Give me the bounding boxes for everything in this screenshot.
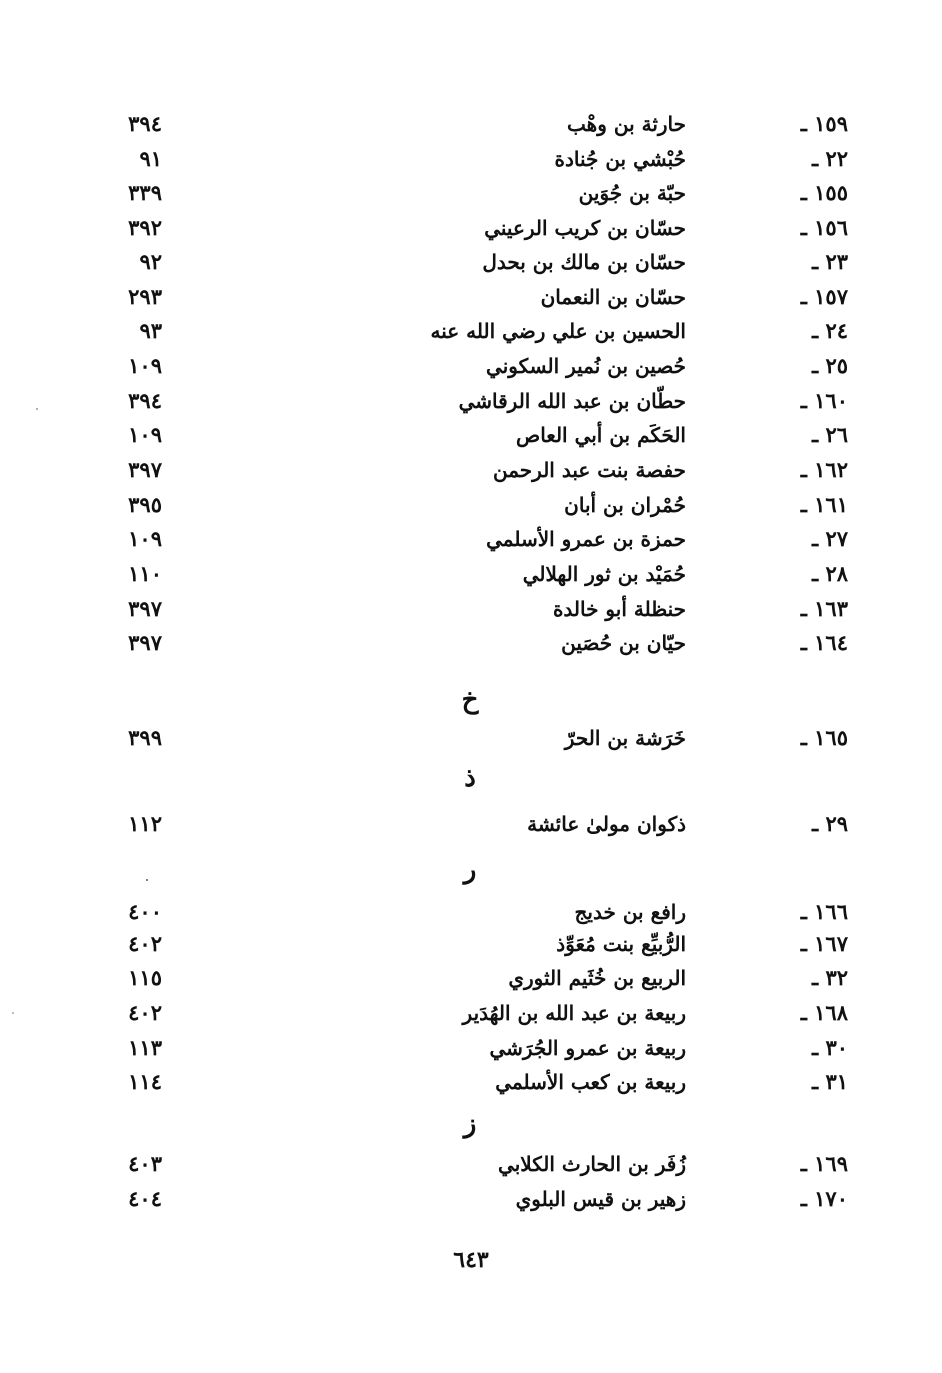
index-entry xyxy=(0,558,942,590)
entry-page: ٩٢ xyxy=(139,249,162,274)
entry-number: ١٦٤ ـ xyxy=(800,630,848,655)
entry-number: ١٥٦ ـ xyxy=(800,215,848,240)
entry-number: ٢٢ ـ xyxy=(811,146,848,171)
entry-name: زُفَر بن الحارث الكلابي xyxy=(498,1152,686,1176)
entry-page: ٤٠٤ xyxy=(128,1186,162,1211)
index-entry xyxy=(0,1066,942,1098)
entry-page: ٩٣ xyxy=(139,318,162,343)
entry-page: ١٠٩ xyxy=(128,526,162,551)
entry-name: حنظلة أبو خالدة xyxy=(552,597,686,621)
index-entry xyxy=(0,212,942,244)
index-entry xyxy=(0,627,942,659)
index-entry xyxy=(0,1032,942,1064)
entry-name: حسّان بن كريب الرعيني xyxy=(484,216,686,240)
entry-name: الربيع بن خُثَيم الثوري xyxy=(508,966,686,990)
entry-name: ربيعة بن عمرو الجُرَشي xyxy=(489,1036,686,1060)
section-letter: ذ xyxy=(464,763,476,793)
entry-number: ٢٨ ـ xyxy=(811,561,848,586)
entry-page: ١١٠ xyxy=(128,561,162,586)
index-entry xyxy=(0,962,942,994)
entry-name: خَرَشة بن الحرّ xyxy=(564,726,686,750)
entry-page: ٤٠٢ xyxy=(128,931,162,956)
scan-speck xyxy=(12,1012,14,1014)
index-entry xyxy=(0,108,942,140)
scan-speck xyxy=(146,879,148,881)
entry-page: ٣٩٢ xyxy=(128,215,162,240)
entry-name: ربيعة بن كعب الأسلمي xyxy=(495,1070,686,1094)
entry-number: ١٥٥ ـ xyxy=(800,180,848,205)
index-entry xyxy=(0,281,942,313)
entry-page: ٣٩٤ xyxy=(128,111,162,136)
entry-page: ٣٩٧ xyxy=(128,596,162,621)
entry-name: حمزة بن عمرو الأسلمي xyxy=(486,527,686,551)
entry-name: حسّان بن النعمان xyxy=(540,285,686,309)
index-entry xyxy=(0,177,942,209)
entry-number: ٢٧ ـ xyxy=(811,526,848,551)
entry-name: زهير بن قيس البلوي xyxy=(515,1187,686,1211)
entry-page: ٩١ xyxy=(139,146,162,171)
entry-number: ١٦١ ـ xyxy=(800,492,848,517)
index-entry xyxy=(0,997,942,1029)
entry-page: ٢٩٣ xyxy=(128,284,162,309)
entry-number: ١٦٠ ـ xyxy=(800,388,848,413)
entry-page: ١١٥ xyxy=(128,965,162,990)
entry-page: ٣٩٧ xyxy=(128,630,162,655)
entry-name: ربيعة بن عبد الله بن الهُدَير xyxy=(462,1001,686,1025)
entry-number: ٢٤ ـ xyxy=(811,318,848,343)
entry-name: حُمَيْد بن ثور الهلالي xyxy=(522,562,686,586)
entry-page: ٣٩٤ xyxy=(128,388,162,413)
entry-number: ١٦٢ ـ xyxy=(800,457,848,482)
index-entry xyxy=(0,896,942,928)
entry-number: ١٥٧ ـ xyxy=(800,284,848,309)
index-entry xyxy=(0,722,942,754)
entry-number: ٢٩ ـ xyxy=(811,811,848,836)
index-entry xyxy=(0,523,942,555)
entry-number: ١٧٠ ـ xyxy=(800,1186,848,1211)
page-number: ٦٤٣ xyxy=(453,1247,489,1273)
entry-page: ١١٤ xyxy=(128,1069,162,1094)
entry-name: حطّان بن عبد الله الرقاشي xyxy=(458,389,686,413)
index-entry xyxy=(0,593,942,625)
index-entry xyxy=(0,246,942,278)
entry-number: ٣١ ـ xyxy=(811,1069,848,1094)
entry-page: ١٠٩ xyxy=(128,353,162,378)
entry-page: ٤٠٠ xyxy=(128,899,162,924)
entry-page: ٣٩٧ xyxy=(128,457,162,482)
entry-name: الرُّبيِّع بنت مُعَوِّذ xyxy=(556,932,686,956)
entry-number: ٢٣ ـ xyxy=(811,249,848,274)
entry-page: ٤٠٢ xyxy=(128,1000,162,1025)
entry-name: حسّان بن مالك بن بحدل xyxy=(482,250,686,274)
index-entry xyxy=(0,808,942,840)
entry-page: ١١٢ xyxy=(128,811,162,836)
entry-page: ٤٠٣ xyxy=(128,1151,162,1176)
entry-name: حيّان بن حُصَين xyxy=(561,631,686,655)
index-entry xyxy=(0,1148,942,1180)
entry-number: ٢٦ ـ xyxy=(811,422,848,447)
entry-page: ١١٣ xyxy=(128,1035,162,1060)
entry-number: ١٦٨ ـ xyxy=(800,1000,848,1025)
entry-name: الحسين بن علي رضي الله عنه xyxy=(430,319,686,343)
entry-page: ٣٣٩ xyxy=(128,180,162,205)
entry-name: الحَكَم بن أبي العاص xyxy=(516,423,686,447)
entry-name: رافع بن خديج xyxy=(574,900,686,924)
section-letter: ز xyxy=(463,1109,477,1139)
entry-number: ٢٥ ـ xyxy=(811,353,848,378)
index-entry xyxy=(0,385,942,417)
entry-name: ذكوان مولىٰ عائشة xyxy=(527,812,686,836)
entry-number: ١٦٣ ـ xyxy=(800,596,848,621)
entry-name: حبّة بن جُوَين xyxy=(578,181,686,205)
entry-page: ٣٩٥ xyxy=(128,492,162,517)
index-entry xyxy=(0,454,942,486)
entry-page: ٣٩٩ xyxy=(128,725,162,750)
entry-number: ٣٢ ـ xyxy=(811,965,848,990)
entry-name: حُبْشي بن جُنادة xyxy=(554,147,686,171)
index-entry xyxy=(0,1183,942,1215)
entry-name: حارثة بن وهْب xyxy=(567,112,686,136)
index-entry xyxy=(0,350,942,382)
entry-page: ١٠٩ xyxy=(128,422,162,447)
entry-number: ١٦٥ ـ xyxy=(800,725,848,750)
index-entry xyxy=(0,928,942,960)
index-entry xyxy=(0,489,942,521)
scan-speck xyxy=(36,408,38,410)
entry-number: ٣٠ ـ xyxy=(811,1035,848,1060)
entry-number: ١٥٩ ـ xyxy=(800,111,848,136)
entry-name: حُصين بن نُمير السكوني xyxy=(486,354,686,378)
entry-number: ١٦٦ ـ xyxy=(800,899,848,924)
section-letter: ر xyxy=(463,855,477,885)
section-letter: خ xyxy=(461,685,479,715)
entry-number: ١٦٧ ـ xyxy=(800,931,848,956)
entry-name: حُمْران بن أبان xyxy=(564,493,686,517)
index-entry xyxy=(0,419,942,451)
index-entry xyxy=(0,143,942,175)
entry-name: حفصة بنت عبد الرحمن xyxy=(493,458,686,482)
index-entry xyxy=(0,315,942,347)
entry-number: ١٦٩ ـ xyxy=(800,1151,848,1176)
